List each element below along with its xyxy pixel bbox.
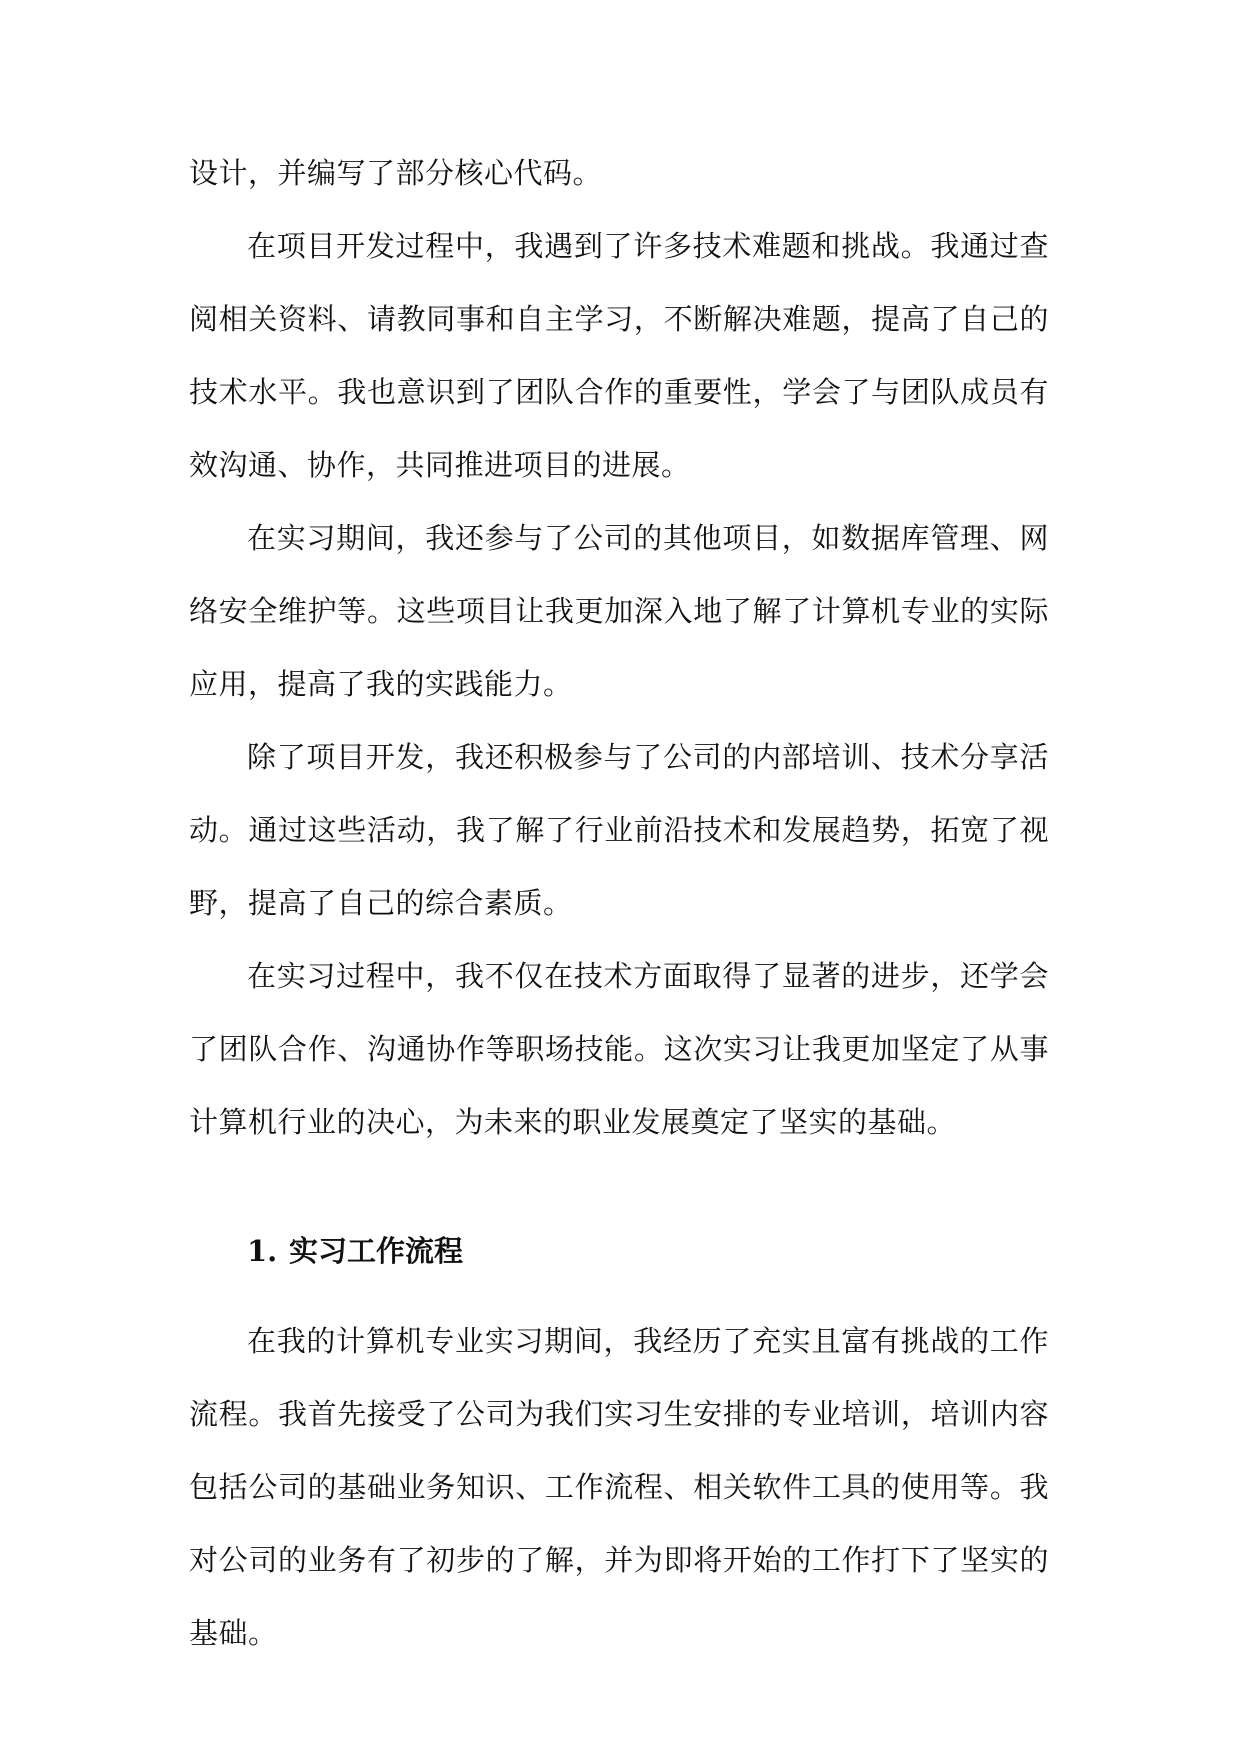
paragraph-other-projects: 在实习期间，我还参与了公司的其他项目，如数据库管理、网络安全维护等。这些项目让我更加深入地了解了计算机专业的实际应用，提高了我的实践能力。 [189, 521, 1049, 701]
section-heading [247, 1231, 463, 1271]
paragraph-project-development: 在项目开发过程中，我遇到了许多技术难题和挑战。我通过查阅相关资料、请教同事和自主学习，不断解决难题，提高了自己的技术水平。我也意识到了团队合作的重要性，学会了与团队成员有效沟通、协作，共同推进项目的进展。 [189, 229, 1049, 482]
paragraph-continuation: 设计，并编写了部分核心代码。 [189, 156, 603, 190]
paragraph-workflow: 在我的计算机专业实习期间，我经历了充实且富有挑战的工作流程。我首先接受了公司为我们实习生安排的专业培训，培训内容包括公司的基础业务知识、工作流程、相关软件工具的使用等。我对公司的业务有了初步的了解，并为即将开始的工作打下了坚实的基础。 [189, 1324, 1049, 1650]
paragraph-internship-gains: 在实习过程中，我不仅在技术方面取得了显著的进步，还学会了团队合作、沟通协作等职场技能。这次实习让我更加坚定了从事计算机行业的决心，为未来的职业发展奠定了坚实的基础。 [189, 959, 1049, 1139]
section-heading-number: 1. [247, 1234, 278, 1268]
section-heading-title: 实习工作流程 [289, 1234, 464, 1268]
paragraph-training-activities: 除了项目开发，我还积极参与了公司的内部培训、技术分享活动。通过这些活动，我了解了行业前沿技术和发展趋势，拓宽了视野，提高了自己的综合素质。 [189, 740, 1049, 920]
